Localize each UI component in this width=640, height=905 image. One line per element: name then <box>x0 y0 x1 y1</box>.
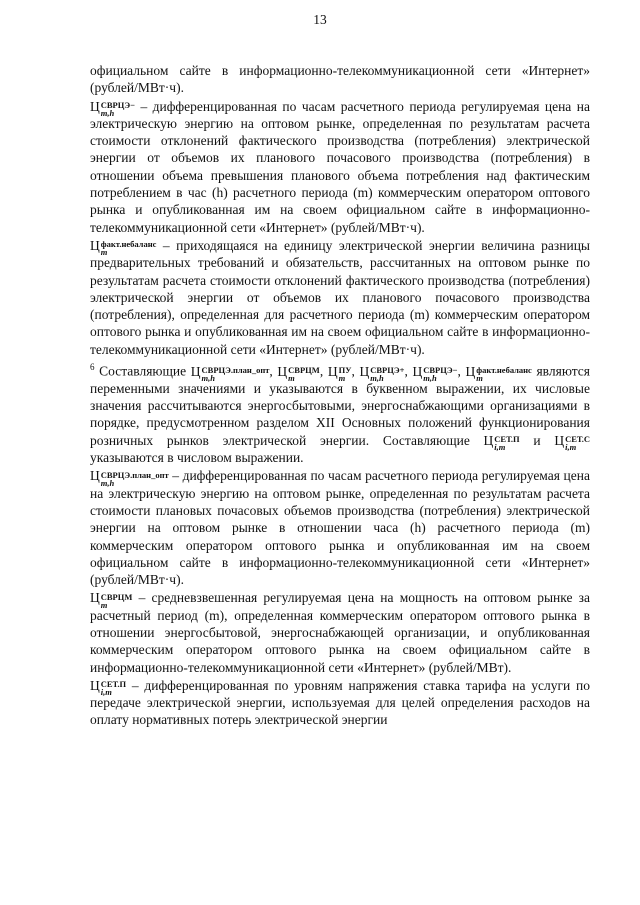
definition-text: – дифференцированная по часам расчетного периода регулируемая цена на электрическую энергию на оптовом рынке, определенная по результатам расчета стоимости отклонений фактического производства (потребления) электрической энергии от объемов их планового почасового производства (потребления) в отношении объема превышения планового объема потребления над фактическим потреблением в час (h) расчетного периода (m) коммерческим оператором оптового рынка и опубликованная им на своем официальном сайте в информационно-телекоммуникационной сети «Интернет» (рублей/МВт·ч). <box>90 98 590 235</box>
footnote-lead: Составляющие <box>94 363 191 379</box>
definition-set-p <box>90 677 590 729</box>
footnote-text-end: указываются в числовом выражении. <box>90 450 304 466</box>
footnote-marker: 6 <box>90 362 95 373</box>
formula-symbol: Ц СЕТ.С i,m <box>554 432 590 453</box>
definition-text: – средневзвешенная регулируемая цена на мощность на оптовом рынке за расчетный период (m), определенная коммерческим оператором оптового рынка в отношении энергосбытовой, энергоснабжающей организации, и опубликованная коммерческим оператором оптового рынка на своем официальном сайте в информационно-телекоммуникационной сети «Интернет» (рублей/МВт). <box>90 590 590 675</box>
formula-symbol: Ц СВРЦЭ− m,h <box>90 98 135 118</box>
definition-svrtse-minus <box>90 98 590 236</box>
definition-text: – дифференцированная по часам расчетного периода регулируемая цена на электрическую энергию на оптовом рынке, определенная по результатам расчета стоимости плановых почасовых объемов производства (потребления) электрической энергии на оптовом рынке в отношении часа (h) расчетного периода (m) коммерческим оператором оптового рынка и опубликованная им на своем официальном сайте в информационно-телекоммуникационной сети «Интернет» (рублей/МВт·ч). <box>90 468 590 588</box>
footnote-6: $^6$ Составляющие Ц СВРЦЭ.план_опт m,h , Ц СВРЦМ m , Ц ПУ m , Ц СВРЦЭ+ m,h , Ц СВРЦЭ− m,h , Ц факт.небаланс m являются переменными значениями и указываются в буквенном выражении, их числовые значения рассчитываются энергосбытовыми, энергоснабжающими организациями в порядке, предусмотренном разделом XII Основных положений функционирования розничных рынков электрической энергии. Составляющие Ц СЕТ.П i,m и Ц СЕТ.С i,m указываются в числовом выражении. <box>90 362 590 466</box>
footnote-text: являются переменными значениями и указываются в буквенном выражении, их числовые значения рассчитываются энергосбытовыми, энергоснабжающими организациями в порядке, предусмотренном разделом XII Основных положений функционирования розничных рынков электрической энергии. Составляющие <box>90 363 590 448</box>
formula-symbol: Ц факт.небаланс m <box>465 363 532 383</box>
definition-text: – дифференцированная по уровням напряжения ставка тарифа на услуги по передаче электрической энергии, используемая для целей определения расходов на оплату нормативных потерь электрической энергии <box>90 677 590 728</box>
formula-symbol: Ц факт.небаланс m <box>90 237 157 258</box>
formula-symbol: Ц СВРЦЭ.план_опт m,h <box>190 363 270 383</box>
definition-svrtse-plan-opt <box>90 467 590 588</box>
formula-symbol: Ц СВРЦМ m <box>90 590 133 610</box>
page-number: 13 <box>313 12 327 27</box>
conjunction: и <box>519 432 555 448</box>
definition-text: – приходящаяся на единицу электрической энергии величина разницы предварительных требований и обязательств, рассчитанных на оптовом рынке по результатам расчета стоимости отклонений фактического производства (потребления) электрической энергии от объемов их планового почасового производства (потребления), определенная для расчетного периода (m) коммерческим оператором оптового рынка и опубликованная им на своем официальном сайте в информационно-телекоммуникационной сети «Интернет» (рублей/МВт·ч). <box>90 237 590 357</box>
formula-symbol: Ц СВРЦЭ.план_опт m,h <box>90 468 169 488</box>
formula-symbol: Ц СВРЦЭ− m,h <box>412 363 458 383</box>
formula-symbol: Ц СЕТ.П i,m <box>90 677 127 698</box>
formula-symbol: Ц СЕТ.П i,m <box>483 432 520 453</box>
formula-symbol: Ц СВРЦЭ+ m,h <box>359 363 405 383</box>
document-body <box>90 62 590 729</box>
paragraph-text: официальном сайте в информационно-телекоммуникационной сети «Интернет» (рублей/МВт·ч). <box>90 63 590 96</box>
definition-fakt-nebalans <box>90 237 590 358</box>
definition-svrtsm <box>90 589 590 675</box>
formula-symbol: Ц СВРЦМ m <box>277 363 320 383</box>
paragraph-intro <box>90 62 590 97</box>
formula-symbol: Ц ПУ m <box>327 363 352 383</box>
